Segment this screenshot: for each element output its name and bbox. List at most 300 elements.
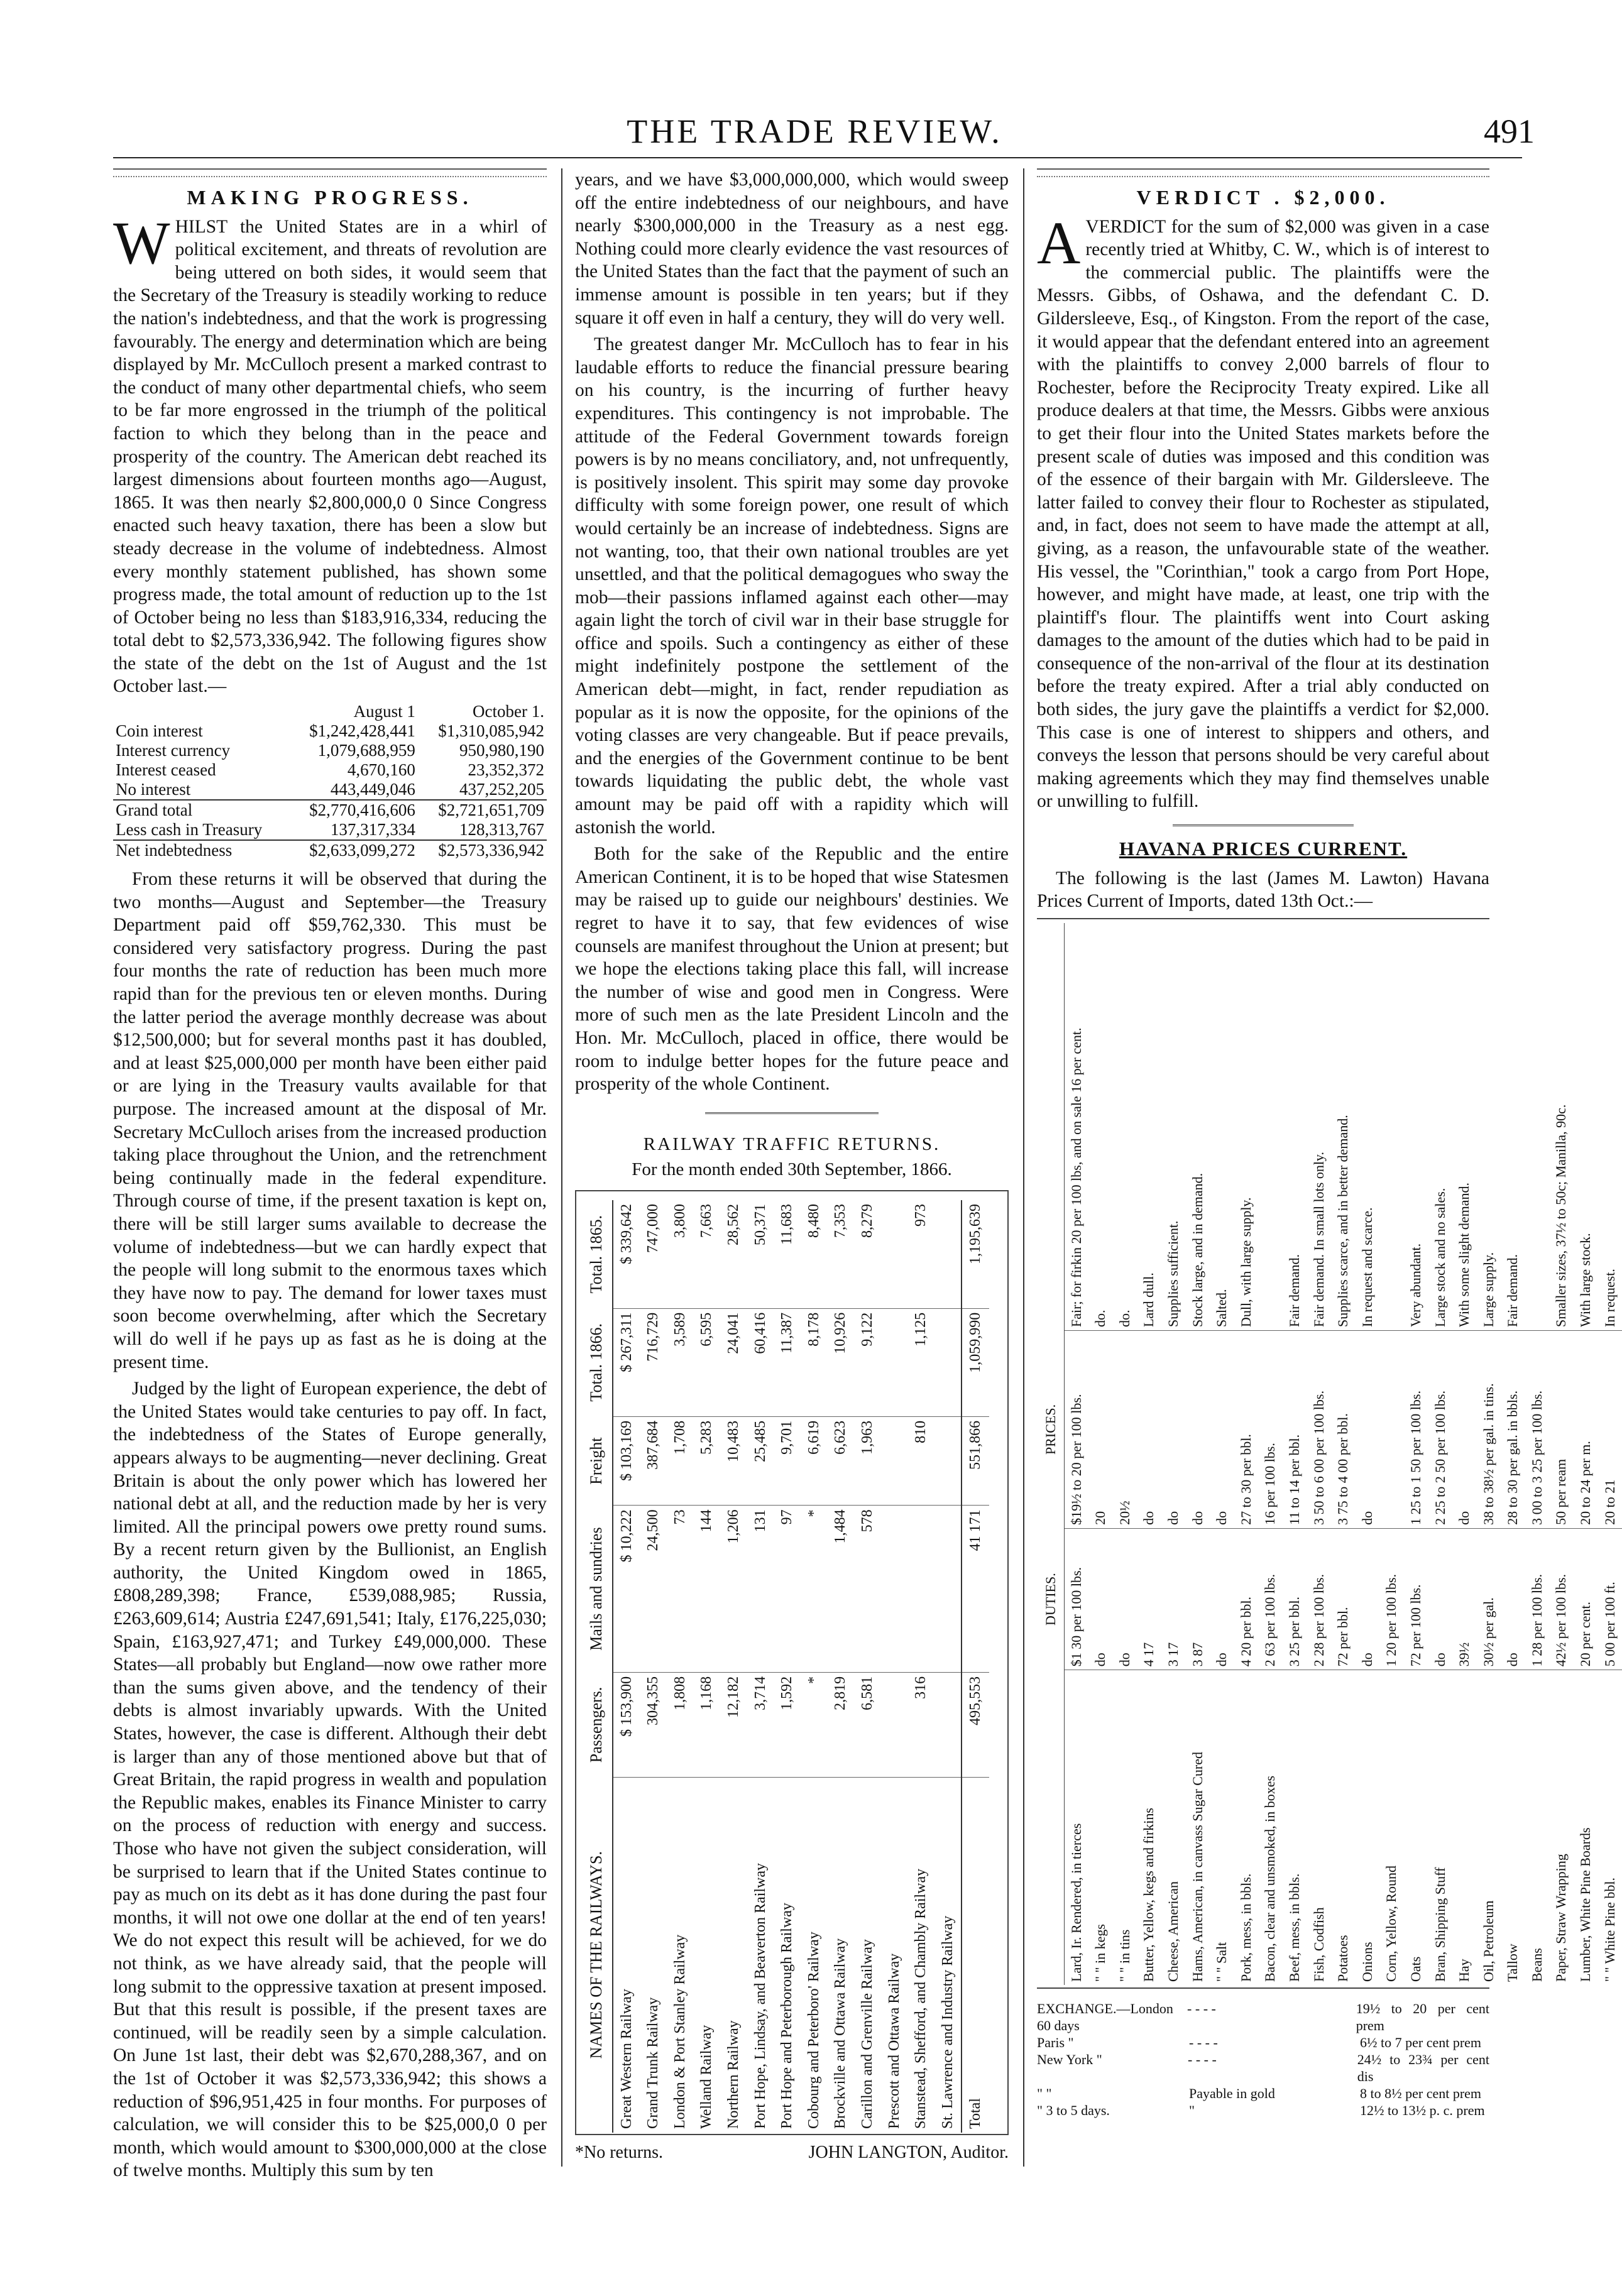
table-cell: 4 17 xyxy=(1137,1528,1161,1670)
table-row xyxy=(854,1200,881,2133)
table-cell: 16 per 100 lbs. xyxy=(1258,1330,1283,1528)
exchange-note: - - - - xyxy=(1188,2051,1217,2067)
table-cell: Fair demand. xyxy=(1504,1254,1521,1327)
table-cell: 3 87 xyxy=(1186,1528,1210,1670)
table-cell: " " in kegs xyxy=(1092,1923,1109,1982)
table-cell: 1,195,639 xyxy=(962,1200,989,1308)
table-row xyxy=(720,1200,747,2133)
table-cell: 30½ per gal. xyxy=(1477,1528,1501,1670)
paragraph-text: HILST the United States are in a whirl of political excitement, and threats of revolution are being uttered on both sides, it would seem that the Secretary of the Treasury is steadily working to reduce the nation's indebtedness, and that the work is progressing favourably. The energy and determination which are being displayed by Mr. McCulloch present a marked contrast to the conduct of many other departmental chiefs, who seem to be far more engrossed in the triumph of the political faction to which they belong than in the peace and prosperity of the country. The American debt reached its largest dimensions about fourteen months ago—August, 1865. It was then nearly $2,800,000,0 0 Since Congress enacted such heavy taxation, there has been a slow but steady decrease in the volume of indebtedness. Almost every monthly statement published, has shown some progress made, the total amount of reduction up to the 1st of October being no less than $183,916,334, reducing the total debt to $2,573,336,942. The following figures show the state of the debt on the 1st of August and the 1st October last.— xyxy=(113,216,547,697)
table-cell: $1,242,428,441 xyxy=(309,721,415,741)
table-row xyxy=(640,1200,667,2133)
table-row xyxy=(1525,923,1550,1985)
table-cell: Salted. xyxy=(1214,1289,1230,1327)
exchange-note: - - - - xyxy=(1187,2000,1216,2016)
table-cell: Potatoes xyxy=(1335,1935,1351,1982)
table-cell: $ 153,900 xyxy=(613,1672,640,1777)
exchange-label: Paris " xyxy=(1037,2034,1074,2050)
havana-table xyxy=(1038,923,1622,1985)
table-cell: 20 to 24 per m. xyxy=(1574,1330,1598,1528)
table-cell: do xyxy=(1356,1528,1380,1670)
table-cell: 443,449,046 xyxy=(330,780,415,799)
railway-title: RAILWAY TRAFFIC RETURNS. xyxy=(643,1134,941,1154)
table-row xyxy=(113,780,547,800)
table-cell: $1,310,085,942 xyxy=(438,721,544,741)
table-cell: 11 to 14 per bbl. xyxy=(1283,1330,1307,1528)
article-paragraph: Judged by the light of European experience, the debt of the United States would take centuries to pay off. In fact, the indebtedness of the States of Europe generally, appears always to be augmenting—never declining. Great Britain is about the only power which has lowered her national debt at all, and the reduction made by her is very limited. All the principal powers owe pretty round sums. By a recent return given by the Bullionist, an English authority, the United Kingdom owed in 1865, £808,289,398; France, £539,088,985; Russia, £263,609,614; Austria £247,691,541; Italy, £176,225,030; Spain, £163,927,471; and Turkey £49,000,000. These States—all probably but England—now owe rather more than the sums given above, and the tendency of their debts is almost invariably upwards. With the United States, however, the case is different. Although their debt is larger than any of those mentioned above but that of Great Britain, the rapid progress in wealth and population the Republic makes, enables its Finance Minister to carry on the process of reduction with energy and success. Those who have not given the subject consideration, will be surprised to learn that if the United States continue to pay as much on its debt as it has done during the past four months, it will not owe one dollar at the end of ten years! We do not expect this result will be achieved, for we do not think, as we have already said, that the people will long submit to the oppressive taxation at present imposed. But that this result is possible, if the present taxes are continued, will be readily seen by a simple calculation. On June 1st last, their debt was $2,670,288,367, and on the 1st of October it was $2,573,336,942; this shows a reduction of $96,951,425 in four months. For purposes of calculation, we will consider this to be $25,000,0 0 per month, which would amount to $300,000,000 at the close of twelve months. Multiply this sum by ten xyxy=(113,1379,547,2181)
table-cell: Fish, Codfish xyxy=(1310,1907,1327,1982)
exchange-rate: 24½ to 23¾ per cent dis xyxy=(1357,2051,1489,2084)
table-cell xyxy=(1379,923,1404,1331)
table-cell: 950,980,190 xyxy=(459,741,544,760)
table-cell: do xyxy=(1428,1528,1453,1670)
railway-table-box xyxy=(575,1190,1009,2135)
article-paragraph: The greatest danger Mr. McCulloch has to fear in his laudable efforts to reduce the financial pressure bearing on his country, is the incurring of further heavy expenditures. This contingency is not improbable. The attitude of the Federal Government towards foreign powers is by no means conciliatory, and, not unfrequently, is positively insolent. This spirit may some day provoke difficulty with some foreign power, one result of which would certainly be an increase of indebtedness. Signs are not wanting, too, that their own national troubles are yet unsettled, and that the political demagogues who sway the mob—their passions inflamed against each other—may again light the torch of civil war in their base struggle for office and spoils. Such a contingency as either of these might indefinitely postpone the settlement of the American debt—might, in fact, render repudiation as popular as it is now the opposite, for the opinions of the voting classes are very changeable. But if peace prevails, and the energies of the Government continue to be bent towards liquidating the public debt, the whole vast amount may be paid off with a rapidity which will astonish the world. xyxy=(575,334,1009,838)
table-header: August 1 xyxy=(353,702,415,721)
table-cell: Grand Trunk Railway xyxy=(645,1997,662,2129)
table-cell: 8,178 xyxy=(801,1308,828,1416)
table-cell: 5 00 per 100 ft. xyxy=(1598,1528,1622,1670)
table-cell: Coin interest xyxy=(116,721,203,741)
table-cell: Carillon and Grenville Railway xyxy=(858,1939,875,2129)
table-cell: 144 xyxy=(693,1506,720,1672)
table-cell: Very abundant. xyxy=(1407,1243,1423,1327)
table-cell: 3,589 xyxy=(667,1308,694,1416)
table-cell: 316 xyxy=(907,1672,934,1777)
exchange-rate: 6½ to 7 per cent prem xyxy=(1360,2034,1482,2050)
table-cell: 20 per cent. xyxy=(1574,1528,1598,1670)
table-cell: 12,182 xyxy=(720,1672,747,1777)
table-cell: 10,483 xyxy=(720,1416,747,1506)
column-1 xyxy=(113,168,547,2186)
table-cell: 39½ xyxy=(1452,1528,1477,1670)
table-cell: 3 50 to 6 00 per 100 lbs. xyxy=(1307,1330,1332,1528)
table-cell: 9,122 xyxy=(854,1308,881,1416)
table-header-row xyxy=(113,702,547,721)
table-cell: $19½ to 20 per 100 lbs. xyxy=(1064,1330,1088,1528)
table-row xyxy=(1549,923,1574,1985)
table-cell xyxy=(907,1506,934,1672)
table-cell: 72 per bbl. xyxy=(1331,1528,1356,1670)
table-cell: 304,355 xyxy=(640,1672,667,1777)
exchange-rate: 19½ to 20 per cent prem xyxy=(1356,2000,1489,2033)
table-row xyxy=(667,1200,694,2133)
table-cell: Hay xyxy=(1456,1959,1472,1982)
exchange-rate: 12½ to 13½ p. c. prem xyxy=(1360,2102,1485,2118)
table-cell: With large stock. xyxy=(1577,1233,1594,1327)
table-cell: 4,670,160 xyxy=(347,760,415,780)
table-row xyxy=(113,820,547,840)
havana-table-rotated xyxy=(1038,923,1618,1985)
table-cell: 3 25 per bbl. xyxy=(1283,1528,1307,1670)
table-row xyxy=(113,800,547,820)
article-paragraph: Both for the sake of the Republic and the entire American Continent, it is to be hoped that wise Statesmen may be raised up to guide our neighbours' destinies. We regret to have it to say, that few evidences of wise counsels are manifest throughout the Union at present; but we hope the elections taking place this fall, will increase the number of wise and good men in Congress. Were more of such men as the late President Lincoln and the Hon. Mr. McCulloch, placed in office, there would be room to indulge better hopes for the future peace and prosperity of the whole Continent. xyxy=(575,844,1009,1095)
table-row xyxy=(1404,923,1428,1985)
exchange-note: " xyxy=(1189,2102,1195,2118)
table-cell: " " in tins xyxy=(1116,1929,1132,1982)
article-paragraph: years, and we have $3,000,000,000, which would sweep off the entire indebtedness of our neighbours, and have nearly $300,000,000 in the Treasury as a nest egg. Nothing could more clearly evidence the vast resources of the United States than the fact that the payment of such an immense amount is possible in ten years; but if they square it off even in half a century, they will do very well. xyxy=(575,170,1009,328)
table-row xyxy=(1210,923,1234,1985)
table-cell: In request and scarce. xyxy=(1359,1207,1375,1327)
table-cell: 20 xyxy=(1088,1330,1113,1528)
table-cell: " " Salt xyxy=(1214,1942,1230,1982)
table-cell: $1 30 per 100 lbs. xyxy=(1064,1528,1088,1670)
table-header: Total. 1866. xyxy=(581,1308,613,1416)
article-paragraph: From these returns it will be observed that during the two months—August and September—the Treasury Department paid off $59,762,330. This must be considered very satisfactory progress. During the past four months the rate of reduction has been much more rapid than for the previous ten or eleven months. During the latter period the average monthly decrease was about $12,500,000; but for several months past it has doubled, and at least $25,000,000 per month have been either paid or are lying in the Treasury vaults available for that purpose. The increased amount at the disposal of Mr. Secretary McCulloch arises from the increased production taking place throughout the Union, and the retrenchment being continually made in the federal expenditure. Through course of time, if the present taxation is kept on, there will be still larger sums available to decrease the volume of indebtedness—but we can hardly expect that the people will long submit to the enormous taxes which they have now to pay. The demand for lower taxes must soon become overwhelming, after which the Secretary will do well if he pays up as fast as he is doing at the present time. xyxy=(113,869,547,1372)
table-cell: Butter, Yellow, kegs and firkins xyxy=(1141,1807,1157,1982)
table-cell: 2,819 xyxy=(827,1672,854,1777)
table-cell: 1,125 xyxy=(907,1308,934,1416)
table-cell: 1,808 xyxy=(667,1672,694,1777)
table-row xyxy=(1307,923,1332,1985)
table-row xyxy=(1501,923,1525,1985)
table-header xyxy=(1038,923,1064,1331)
table-cell: 1,592 xyxy=(774,1672,801,1777)
table-header-row xyxy=(581,1200,613,2133)
table-header: NAMES OF THE RAILWAYS. xyxy=(581,1777,613,2133)
table-header: Total. 1865. xyxy=(581,1200,613,1308)
table-row xyxy=(1452,923,1477,1985)
table-cell: 6,619 xyxy=(801,1416,828,1506)
table-cell: do. xyxy=(1116,1309,1132,1327)
table-cell: 3 75 to 4 00 per bbl. xyxy=(1331,1330,1356,1528)
table-row xyxy=(747,1200,774,2133)
table-cell: 2 63 per 100 lbs. xyxy=(1258,1528,1283,1670)
railway-subtitle: For the month ended 30th September, 1866. xyxy=(632,1159,952,1180)
exchange-label: " 3 to 5 days. xyxy=(1037,2102,1110,2118)
table-cell: Cheese, American xyxy=(1164,1881,1181,1982)
article-title-havana: HAVANA PRICES CURRENT. xyxy=(1119,838,1408,860)
table-row xyxy=(1477,923,1501,1985)
table-cell: Northern Railway xyxy=(725,2020,742,2129)
table-row xyxy=(693,1200,720,2133)
table-cell: $ 103,169 xyxy=(613,1416,640,1506)
table-header xyxy=(113,702,289,721)
table-cell: Stanstead, Shefford, and Chambly Railway xyxy=(912,1868,929,2129)
table-cell xyxy=(934,1416,962,1506)
table-row xyxy=(1258,923,1283,1985)
table-cell: 11,683 xyxy=(774,1200,801,1308)
table-row xyxy=(907,1200,934,2133)
table-row xyxy=(881,1200,908,2133)
table-cell: 25,485 xyxy=(747,1416,774,1506)
table-cell: No interest xyxy=(116,780,191,799)
exchange-row xyxy=(1037,2000,1489,2034)
table-header: Freight xyxy=(581,1416,613,1506)
table-cell: Bacon, clear and unsmoked, in boxes xyxy=(1262,1775,1278,1982)
exchange-row xyxy=(1037,2034,1489,2051)
table-cell: Brockville and Ottawa Railway xyxy=(832,1938,849,2129)
table-cell: Interest currency xyxy=(116,741,231,760)
exchange-label: New York " xyxy=(1037,2051,1102,2067)
table-cell: 437,252,205 xyxy=(459,780,544,799)
table-row xyxy=(1331,923,1356,1985)
table-cell: 7,353 xyxy=(827,1200,854,1308)
table-cell: Fair; for firkin 20 per 100 lbs, and on sale 16 per cent. xyxy=(1068,1027,1084,1327)
table-cell: 20 to 21 xyxy=(1598,1330,1622,1528)
table-cell: Bran, Shipping Stuff xyxy=(1432,1867,1448,1982)
table-cell: 1,168 xyxy=(693,1672,720,1777)
page-title: THE TRADE REVIEW. xyxy=(627,112,1002,150)
table-cell: do xyxy=(1356,1330,1380,1528)
table-cell: 6,595 xyxy=(693,1308,720,1416)
table-cell: Less cash in Treasury xyxy=(116,820,263,839)
debt-table xyxy=(113,702,547,860)
table-row xyxy=(113,721,547,741)
table-cell: 5,283 xyxy=(693,1416,720,1506)
table-row xyxy=(801,1200,828,2133)
ornament-rule xyxy=(113,168,547,177)
table-cell: Cobourg and Peterboro' Railway xyxy=(805,1932,822,2129)
table-cell: Onions xyxy=(1359,1942,1375,1982)
table-cell: 137,317,334 xyxy=(330,820,415,839)
table-row xyxy=(113,840,547,860)
table-cell xyxy=(881,1200,908,1308)
table-cell: Port Hope, Lindsay, and Beaverton Railway xyxy=(752,1862,769,2129)
article-paragraph xyxy=(113,209,547,698)
table-cell: do. xyxy=(1092,1309,1109,1327)
table-cell: 3 17 xyxy=(1161,1528,1186,1670)
table-cell: Total xyxy=(962,1777,989,2133)
table-cell: Interest ceased xyxy=(116,760,216,780)
table-cell: Grand total xyxy=(113,800,289,820)
table-cell: Prescott and Ottawa Railway xyxy=(885,1953,902,2129)
table-cell: $ 267,311 xyxy=(613,1308,640,1416)
table-cell: " " White Pine bbl. xyxy=(1601,1877,1618,1982)
table-cell: do xyxy=(1452,1330,1477,1528)
running-head xyxy=(94,112,1535,156)
exchange-note: Payable in gold xyxy=(1189,2085,1275,2101)
table-cell: 2 28 per 100 lbs. xyxy=(1307,1528,1332,1670)
table-cell: do xyxy=(1088,1528,1113,1670)
table-cell: 810 xyxy=(907,1416,934,1506)
table-row xyxy=(827,1200,854,2133)
table-cell: 6,581 xyxy=(854,1672,881,1777)
table-cell: 72 per 100 lbs. xyxy=(1404,1528,1428,1670)
table-cell xyxy=(1525,923,1550,1331)
table-cell: do xyxy=(1186,1330,1210,1528)
exchange-row xyxy=(1037,2102,1489,2119)
table-cell: 2 25 to 2 50 per 100 lbs. xyxy=(1428,1330,1453,1528)
table-cell: $2,721,651,709 xyxy=(418,800,547,820)
header-rule xyxy=(113,157,1522,158)
table-cell: 42½ per 100 lbs. xyxy=(1549,1528,1574,1670)
section-rule xyxy=(1173,824,1354,826)
table-cell: do xyxy=(1210,1330,1234,1528)
table-row xyxy=(1379,923,1404,1985)
table-cell: 387,684 xyxy=(640,1416,667,1506)
table-cell: 60,416 xyxy=(747,1308,774,1416)
table-cell: 28,562 xyxy=(720,1200,747,1308)
table-cell: $2,770,416,606 xyxy=(289,800,418,820)
table-cell: 747,000 xyxy=(640,1200,667,1308)
table-cell: 50 per ream xyxy=(1549,1330,1574,1528)
table-cell: 1,059,990 xyxy=(962,1308,989,1416)
table-total-row xyxy=(962,1200,989,2133)
table-cell: 50,371 xyxy=(747,1200,774,1308)
table-cell: Welland Railway xyxy=(698,2025,715,2129)
table-cell: 97 xyxy=(774,1506,801,1672)
table-header: Mails and sundries xyxy=(581,1506,613,1672)
railway-table-rotated xyxy=(581,1200,1005,2133)
exchange-row xyxy=(1037,2051,1489,2085)
article-paragraph xyxy=(1037,209,1489,813)
table-header: DUTIES. xyxy=(1038,1528,1064,1670)
railway-table xyxy=(581,1200,989,2133)
table-cell: Lard dull. xyxy=(1141,1272,1157,1327)
table-cell: 23,352,372 xyxy=(468,760,544,780)
table-cell xyxy=(934,1308,962,1416)
section-rule xyxy=(705,1112,879,1114)
table-cell: 10,926 xyxy=(827,1308,854,1416)
table-cell: 128,313,767 xyxy=(459,820,544,839)
table-row xyxy=(1598,923,1622,1985)
table-cell xyxy=(1258,923,1283,1331)
table-row xyxy=(113,760,547,780)
table-cell: * xyxy=(801,1506,828,1672)
table-cell xyxy=(934,1506,962,1672)
table-cell: 1,206 xyxy=(720,1506,747,1672)
table-cell: Port Hope and Peterborough Railway xyxy=(779,1903,796,2129)
table-cell: do xyxy=(1501,1528,1525,1670)
paragraph-text: VERDICT for the sum of $2,000 was given in a case recently tried at Whitby, C. W., which is of interest to the commercial public. The plaintiffs were the Messrs. Gibbs, of Oshawa, and the defendant C. D. Gildersleeve, Esq., of Kingston. From the report of the case, it would appear that the defendant entered into an agreement with the plaintiffs to convey 2,000 barrels of flour to Rochester, before the Reciprocity Treaty expired. Like all produce dealers at that time, the Messrs. Gibbs were anxious to get their flour into the United States markets before the present scale of duties was imposed and this condition was of the essence of their bargain with Mr. Gildersleeve. The latter failed to convey their flour to Rochester as stipulated, and, in fact, does not seem to have made the attempt at all, giving, as a reason, the unfavourable state of the weather. His vessel, the "Corinthian," took a cargo from Port Hope, however, and might have made, at least, one trip with the plaintiff's flour. The plaintiffs went into Court asking damages to the amount of the duties which had to be paid in consequence of the non-arrival of the flour at its destination before the treaty expired. After a trial ably conducted on both sides, the jury gave the plaintiffs a verdict for $2,000. This case is one of interest to shippers and others, and conveys the lesson that persons should be very careful about making agreements which they may find themselves unable or unwilling to fulfill. xyxy=(1037,216,1489,812)
havana-table-box xyxy=(1037,918,1618,1989)
table-cell: Stock large, and in demand. xyxy=(1189,1173,1205,1327)
table-cell: 9,701 xyxy=(774,1416,801,1506)
footnote: *No returns. xyxy=(575,2142,663,2162)
table-cell: 4 20 per bbl. xyxy=(1234,1528,1259,1670)
table-cell: 7,663 xyxy=(693,1200,720,1308)
drop-cap: A xyxy=(1037,209,1081,276)
table-cell: 551,866 xyxy=(962,1416,989,1506)
table-cell: 11,387 xyxy=(774,1308,801,1416)
drop-cap: W xyxy=(113,209,170,276)
table-cell: 6,623 xyxy=(827,1416,854,1506)
table-header-row xyxy=(1038,923,1064,1985)
table-cell: 716,729 xyxy=(640,1308,667,1416)
ornament-rule xyxy=(1037,168,1489,177)
table-cell xyxy=(934,1200,962,1308)
table-row xyxy=(934,1200,962,2133)
column-3 xyxy=(1037,168,1618,2119)
table-cell: 3,800 xyxy=(667,1200,694,1308)
exchange-row xyxy=(1037,2085,1489,2102)
table-row xyxy=(1234,923,1259,1985)
table-cell: Fair demand. xyxy=(1286,1254,1302,1327)
table-cell: St. Lawrence and Industry Railway xyxy=(939,1915,956,2129)
exchange-rate: 8 to 8½ per cent prem xyxy=(1360,2085,1482,2101)
table-cell: 28 to 30 per gal. in bbls. xyxy=(1501,1330,1525,1528)
table-cell: Supplies scarce, and in better demand. xyxy=(1335,1115,1351,1327)
table-cell: Beef, mess, in bbls. xyxy=(1286,1873,1302,1982)
table-row xyxy=(1186,923,1210,1985)
table-cell: 3 00 to 3 25 per 100 lbs. xyxy=(1525,1330,1550,1528)
havana-intro: The following is the last (James M. Lawton) Havana Prices Current of Imports, dated 13th Oct.:— xyxy=(1037,868,1489,912)
table-cell: 1,484 xyxy=(827,1506,854,1672)
table-cell: Hams, American, in canvass Sugar Cured xyxy=(1189,1751,1205,1982)
table-row xyxy=(774,1200,801,2133)
table-cell: $2,633,099,272 xyxy=(289,840,418,860)
table-cell: Pork, mess, in bbls. xyxy=(1237,1873,1254,1982)
table-cell: 3,714 xyxy=(747,1672,774,1777)
table-cell: Great Western Railway xyxy=(618,1989,635,2129)
table-cell: Corn, Yellow, Round xyxy=(1383,1865,1400,1982)
table-header xyxy=(1038,1670,1064,1985)
table-cell: 1 20 per 100 lbs. xyxy=(1379,1528,1404,1670)
table-cell: 495,553 xyxy=(962,1672,989,1777)
table-row xyxy=(1064,923,1088,1985)
table-row xyxy=(1088,923,1113,1985)
table-cell xyxy=(881,1672,908,1777)
table-cell: 24,500 xyxy=(640,1506,667,1672)
exchange-rates xyxy=(1037,2000,1489,2119)
table-cell: Large stock and no sales. xyxy=(1432,1188,1448,1327)
table-cell: 973 xyxy=(907,1200,934,1308)
table-row xyxy=(113,741,547,760)
article-title-making-progress: MAKING PROGRESS. xyxy=(187,186,473,209)
table-cell xyxy=(881,1416,908,1506)
table-cell xyxy=(1379,1330,1404,1528)
table-cell: 24,041 xyxy=(720,1308,747,1416)
table-cell: Beans xyxy=(1528,1948,1545,1982)
table-cell: 1 28 per 100 lbs. xyxy=(1525,1528,1550,1670)
table-row xyxy=(613,1200,640,2133)
table-cell: $ 10,222 xyxy=(613,1506,640,1672)
table-cell: $2,573,336,942 xyxy=(418,840,547,860)
table-row xyxy=(1574,923,1598,1985)
table-cell: 38 to 38½ per gal. in tins. xyxy=(1477,1330,1501,1528)
column-divider xyxy=(561,168,562,2167)
table-cell: Supplies sufficient. xyxy=(1164,1220,1181,1327)
article-title-verdict: VERDICT . $2,000. xyxy=(1136,186,1390,209)
table-cell: do xyxy=(1137,1330,1161,1528)
table-cell: 73 xyxy=(667,1506,694,1672)
table-row xyxy=(1283,923,1307,1985)
table-cell: 8,279 xyxy=(854,1200,881,1308)
table-cell: do xyxy=(1161,1330,1186,1528)
table-header: PRICES. xyxy=(1038,1330,1064,1528)
table-cell: Paper, Straw Wrapping xyxy=(1553,1854,1569,1982)
table-cell: * xyxy=(801,1672,828,1777)
table-cell xyxy=(934,1672,962,1777)
table-cell: 20½ xyxy=(1113,1330,1137,1528)
table-cell: Tallow xyxy=(1504,1943,1521,1982)
exchange-label: " " xyxy=(1037,2085,1052,2101)
table-row xyxy=(1428,923,1453,1985)
table-cell: Fair demand. In small lots only. xyxy=(1310,1151,1327,1327)
auditor-signature: JOHN LANGTON, Auditor. xyxy=(808,2142,1009,2162)
table-cell: 1,708 xyxy=(667,1416,694,1506)
table-row xyxy=(1113,923,1137,1985)
table-cell: $ 339,642 xyxy=(613,1200,640,1308)
table-cell: 41 171 xyxy=(962,1506,989,1672)
column-2 xyxy=(575,168,1009,2165)
table-cell: 27 to 30 per bbl. xyxy=(1234,1330,1259,1528)
railway-footer xyxy=(575,2141,1009,2165)
table-row xyxy=(1137,923,1161,1985)
column-divider xyxy=(1023,168,1024,2167)
table-cell: Smaller sizes, 37½ to 50c; Manilla, 90c. xyxy=(1553,1104,1569,1327)
table-row xyxy=(1356,923,1380,1985)
table-cell: 1,963 xyxy=(854,1416,881,1506)
table-cell: do xyxy=(1210,1528,1234,1670)
table-cell: Dull, with large supply. xyxy=(1237,1197,1254,1327)
table-cell: London & Port Stanley Railway xyxy=(671,1934,688,2129)
table-cell xyxy=(881,1506,908,1672)
table-cell: 1,079,688,959 xyxy=(317,741,415,760)
table-header: Passengers. xyxy=(581,1672,613,1777)
table-cell: Net indebtedness xyxy=(113,840,289,860)
